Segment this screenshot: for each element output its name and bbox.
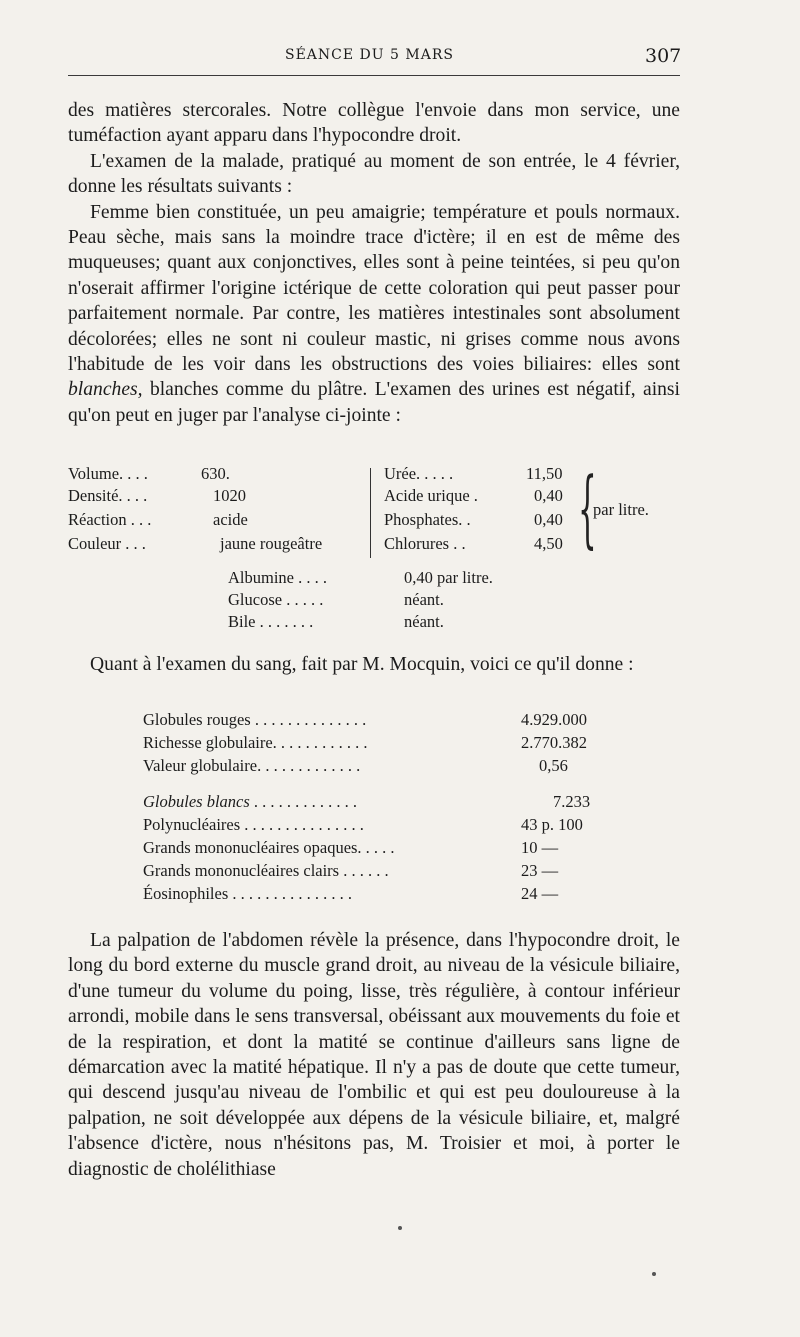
blood-value: 0,56 bbox=[539, 756, 568, 775]
blood-label: Globules rouges . . . . . . . . . . . . . . bbox=[143, 710, 367, 729]
table-row bbox=[143, 733, 613, 755]
urine-value: 0,40 bbox=[534, 510, 563, 529]
urine-value: 630. bbox=[201, 464, 230, 483]
table-row bbox=[143, 838, 613, 860]
column-divider bbox=[370, 468, 371, 558]
blood-exam-table bbox=[143, 710, 613, 910]
ink-speck bbox=[652, 1272, 656, 1276]
blood-value: 10 — bbox=[521, 838, 559, 857]
urine-label: Densité. . . . bbox=[68, 486, 148, 505]
urine-value: 0,40 bbox=[534, 486, 563, 505]
table-row bbox=[143, 756, 613, 778]
paragraph-2: L'examen de la malade, pratiqué au moment de son entrée, le 4 février, donne les résultats suivants : bbox=[68, 150, 680, 198]
page-number: 307 bbox=[645, 45, 682, 67]
paragraph-3-italic: blanches, bbox=[68, 379, 143, 401]
urine-label: Urée. . . . . bbox=[384, 464, 454, 483]
running-head bbox=[0, 45, 800, 69]
urine-label: Glucose . . . . . bbox=[228, 590, 324, 609]
globules-blancs-label: Globules blancs bbox=[143, 792, 250, 811]
urine-value: 4,50 bbox=[534, 534, 563, 553]
urine-value: acide bbox=[213, 510, 248, 529]
urine-label: Phosphates. . bbox=[384, 510, 471, 529]
brace-symbol: { bbox=[578, 459, 597, 557]
closing-paragraph bbox=[68, 928, 680, 1182]
urine-value: jaune rougeâtre bbox=[220, 534, 323, 553]
blood-value: 7.233 bbox=[553, 792, 591, 811]
urine-value: néant. bbox=[404, 590, 444, 609]
blood-label: Richesse globulaire. . . . . . . . . . . . bbox=[143, 733, 368, 752]
blood-intro-text: Quant à l'examen du sang, fait par M. Mocquin, voici ce qu'il donne : bbox=[90, 654, 634, 675]
blood-value: 2.770.382 bbox=[521, 733, 587, 752]
per-liter-label: par litre. bbox=[593, 500, 649, 519]
blood-value: 24 — bbox=[521, 884, 559, 903]
paragraph-1: des matières stercorales. Notre collègue l'envoie dans mon service, une tuméfaction ayant apparu dans l'hypocondre droit. bbox=[68, 100, 680, 147]
urine-label: Couleur . . . bbox=[68, 534, 146, 553]
table-row bbox=[143, 710, 613, 732]
urine-value: 11,50 bbox=[526, 464, 563, 483]
urine-label: Acide urique . bbox=[384, 486, 478, 505]
urine-label: Chlorures . . bbox=[384, 534, 466, 553]
blood-label: Valeur globulaire. . . . . . . . . . . . . bbox=[143, 756, 361, 775]
table-row bbox=[143, 815, 613, 837]
blood-label: Grands mononucléaires opaques. . . . . bbox=[143, 838, 395, 857]
urine-value: 0,40 par litre. bbox=[404, 568, 493, 587]
table-row bbox=[143, 792, 613, 814]
urine-value: néant. bbox=[404, 612, 444, 631]
header-rule bbox=[68, 75, 680, 76]
blood-label: Polynucléaires . . . . . . . . . . . . . . . bbox=[143, 815, 364, 834]
body-text bbox=[68, 98, 680, 428]
urine-label: Réaction . . . bbox=[68, 510, 152, 529]
urine-label: Bile . . . . . . . bbox=[228, 612, 314, 631]
blood-value: 43 p. 100 bbox=[521, 815, 583, 834]
urine-label: Volume. . . . bbox=[68, 464, 148, 483]
table-row bbox=[143, 861, 613, 883]
urine-label: Albumine . . . . bbox=[228, 568, 327, 587]
paragraph-3-start: Femme bien constituée, un peu amaigrie; température et pouls normaux. Peau sèche, mais sans la moindre trace d'ictère; il en est de même des muqueuses; quant aux conjonctives, elles sont à peine teintées, si peu qu'on n'oserait affirmer l'origine ictérique de cette coloration qui peut passer pour parfaitement normale. Par contre, les matières intestinales sont absolument décolorées; elles ne sont ni couleur mastic, ni grises comme nous avons l'habitude de les voir dans les obstructions des voies biliaires: elles sont bbox=[68, 201, 680, 376]
table-row bbox=[143, 884, 613, 906]
running-title: SÉANCE DU 5 MARS bbox=[285, 47, 454, 63]
leader-dots: . . . . . . . . . . . . . bbox=[253, 792, 358, 811]
blood-label-group bbox=[143, 792, 357, 812]
closing-text: La palpation de l'abdomen révèle la présence, dans l'hypocondre droit, le long du bord externe du muscle grand droit, au niveau de la vésicule biliaire, d'une tumeur du volume du poing, lisse, très régulière, à contour inférieur arrondi, mobile dans le sens transversal, obéissant aux mouvements du foie et de la respiration, et dont la matité se continue d'ailleurs sans ligne de démarcation avec la matité hépatique. Il n'y a pas de doute que cette tumeur, qui descend jusqu'au niveau de l'ombilic et qui est peu douloureuse à la palpation, ne soit développée aux dépens de la vésicule biliaire, et, malgré l'absence d'ictère, nous n'hésitons pas, M. Troisier et moi, à porter le diagnostic de cholélithiase bbox=[68, 930, 680, 1180]
blood-label: Grands mononucléaires clairs . . . . . . bbox=[143, 861, 389, 880]
paragraph-3-end: blanches comme du plâtre. L'examen des urines est négatif, ainsi qu'on peut en juger par l'analyse ci-jointe : bbox=[68, 379, 680, 426]
blood-value: 4.929.000 bbox=[521, 710, 587, 729]
urine-analysis bbox=[68, 459, 688, 634]
paragraph-3 bbox=[68, 200, 680, 429]
urine-value: 1020 bbox=[213, 486, 246, 505]
blood-value: 23 — bbox=[521, 861, 559, 880]
ink-speck bbox=[398, 1226, 402, 1230]
blood-intro bbox=[68, 652, 680, 677]
blood-label: Éosinophiles . . . . . . . . . . . . . . . bbox=[143, 884, 352, 903]
